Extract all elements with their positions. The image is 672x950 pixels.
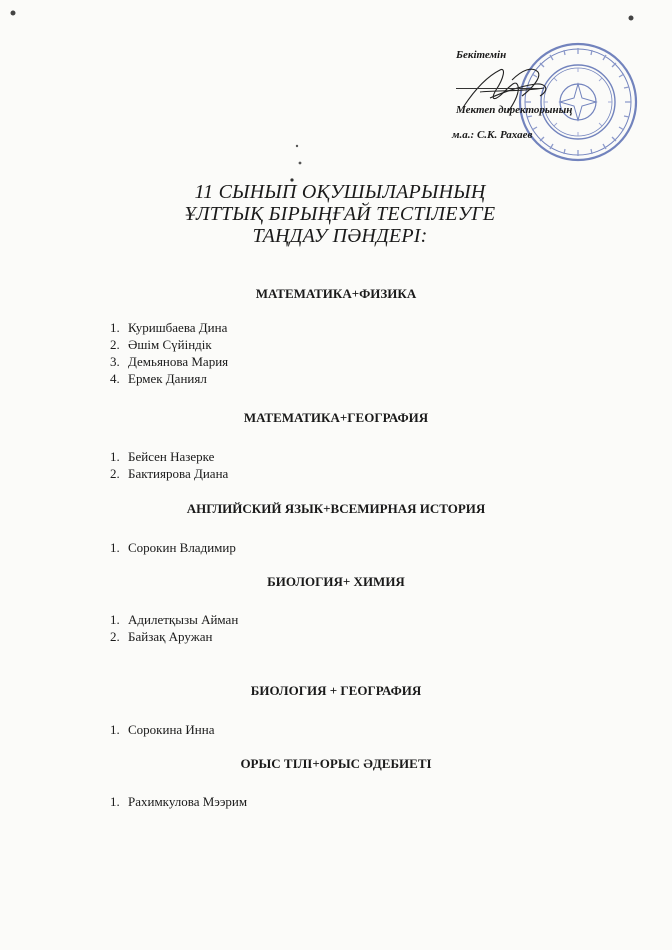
student-list: [110, 793, 247, 810]
subject-heading: БИОЛОГИЯ + ГЕОГРАФИЯ: [250, 683, 422, 698]
student-list: [110, 448, 228, 482]
student-list: [110, 319, 228, 387]
student-name: Байзақ Аружан: [128, 629, 213, 644]
subject-heading: МАТЕМАТИКА+ФИЗИКА: [255, 286, 417, 301]
list-item: 1. Рахимкулова Мээрим: [110, 794, 248, 809]
title-line-2: ҰЛТТЫҚ БІРЫҢҒАЙ ТЕСТІЛЕУГЕ: [184, 203, 496, 225]
approval-label: Бекітемін: [456, 49, 507, 61]
student-name: Куришбаева Дина: [128, 320, 228, 335]
list-item: 2. Әшім Сүйіндік: [110, 337, 212, 352]
student-name: Адилетқызы Айман: [128, 612, 239, 627]
signature-line: [456, 88, 542, 89]
student-name: Демьянова Мария: [128, 354, 229, 369]
subject-heading: БИОЛОГИЯ+ ХИМИЯ: [267, 574, 405, 589]
approval-position: Мектеп директорының: [456, 104, 573, 116]
subject-heading: АНГЛИЙСКИЙ ЯЗЫК+ВСЕМИРНАЯ ИСТОРИЯ: [186, 501, 486, 516]
student-list: [110, 611, 238, 645]
list-item: 2. Бактиярова Диана: [110, 466, 229, 481]
student-name: Бейсен Назерке: [128, 449, 215, 464]
list-item: 4. Ермек Даниял: [110, 371, 207, 386]
title-line-1: 11 СЫНЫП ОҚУШЫЛАРЫНЫҢ: [194, 181, 486, 203]
student-name: Сорокин Владимир: [128, 540, 236, 555]
subject-heading: ОРЫС ТІЛІ+ОРЫС ӘДЕБИЕТІ: [240, 756, 432, 771]
document-title: [120, 181, 560, 247]
student-list: [110, 539, 236, 556]
list-item: 1. Куришбаева Дина: [110, 320, 228, 335]
title-line-3: ТАҢДАУ ПӘНДЕРІ:: [252, 225, 428, 247]
approval-acting-director: м.а.: С.К. Рахаев: [452, 129, 533, 141]
student-name: Бактиярова Диана: [128, 466, 229, 481]
list-item: 3. Демьянова Мария: [110, 354, 229, 369]
list-item: 1. Сорокина Инна: [110, 722, 215, 737]
student-name: Ермек Даниял: [128, 371, 207, 386]
student-name: Рахимкулова Мээрим: [128, 794, 248, 809]
list-item: 1. Адилетқызы Айман: [110, 612, 239, 627]
student-list: [110, 721, 215, 738]
list-item: 1. Бейсен Назерке: [110, 449, 215, 464]
student-name: Әшім Сүйіндік: [128, 337, 212, 352]
list-item: 1. Сорокин Владимир: [110, 540, 236, 555]
subject-heading: МАТЕМАТИКА+ГЕОГРАФИЯ: [243, 410, 429, 425]
list-item: 2. Байзақ Аружан: [110, 629, 213, 644]
student-name: Сорокина Инна: [128, 722, 215, 737]
